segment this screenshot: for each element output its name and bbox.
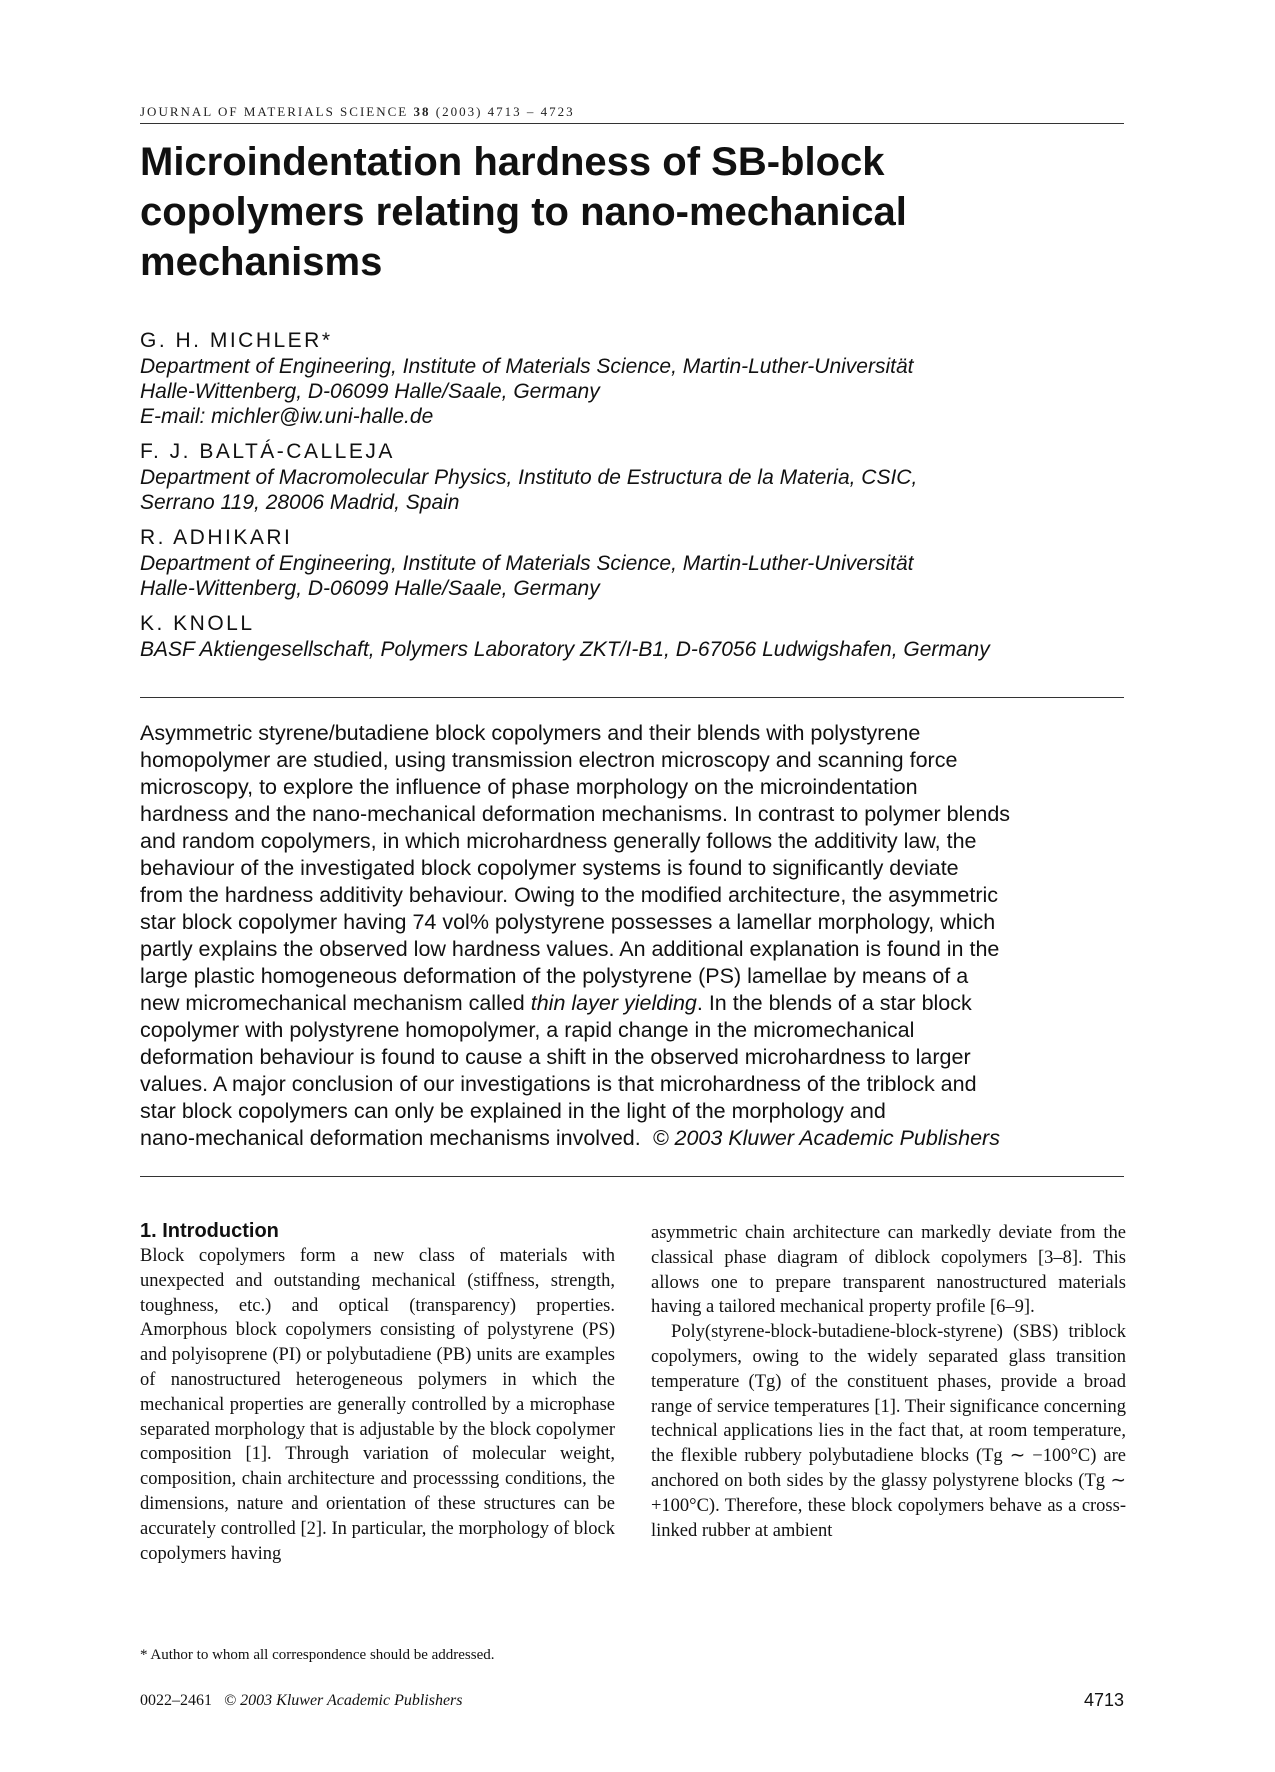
abstract-line: star block copolymer having 74 vol% polystyrene possesses a lamellar morphology, which [140, 910, 996, 934]
abstract-line: Asymmetric styrene/butadiene block copolymers and their blends with polystyrene [140, 721, 921, 745]
author-name: K. KNOLL [140, 612, 255, 635]
body-paragraph: Block copolymers form a new class of materials with unexpected and outstanding mechanical (stiffness, strength, toughness, etc.) and optical (transparency) properties. Amorphous block copolymers consisting of polystyrene (PS) and polyisoprene (PI) or polybutadiene (PB) units are examples of nanostructured heterogeneous polymers in which the mechanical properties are generally controlled by a microphase separated morphology that is adjustable by the block copolymer composition [1]. Through variation of molecular weight, composition, chain architecture and processsing conditions, the dimensions, nature and orientation of these structures can be accurately controlled [2]. In particular, the morphology of block copolymers having [140, 1246, 615, 1564]
abstract-text: new micromechanical mechanism called [140, 991, 531, 1015]
abstract-line: and random copolymers, in which microhardness generally follows the additivity law, the [140, 829, 977, 853]
abstract-line: microscopy, to explore the influence of phase morphology on the microindentation [140, 775, 918, 799]
abstract-text: . In the blends of a star block [696, 991, 972, 1015]
abstract-line: deformation behaviour is found to cause a shift in the observed microhardness to larger [140, 1045, 971, 1069]
journal-name: JOURNAL OF MATERIALS SCIENCE [140, 104, 409, 119]
abstract-line: copolymer with polystyrene homopolymer, a rapid change in the micromechanical [140, 1018, 915, 1042]
journal-header [140, 104, 1124, 120]
author-affiliation: Department of Macromolecular Physics, Instituto de Estructura de la Materia, CSIC, [140, 466, 918, 489]
author-block [140, 439, 1130, 515]
footer-issn: 0022–2461 [140, 1692, 212, 1709]
title-line: mechanisms [140, 240, 383, 284]
title-line: copolymers relating to nano-mechanical [140, 190, 907, 234]
abstract-bottom-rule [140, 1176, 1124, 1177]
author-affiliation: BASF Aktiengesellschaft, Polymers Laboratory ZKT/I-B1, D-67056 Ludwigshafen, Germany [140, 638, 990, 661]
abstract-line: hardness and the nano-mechanical deformation mechanisms. In contrast to polymer blends [140, 802, 1011, 826]
body-column-left [140, 1218, 615, 1566]
footer-issn-line [140, 1692, 463, 1710]
abstract-line: behaviour of the investigated block copolymer systems is found to significantly deviate [140, 856, 959, 880]
author-affiliation: Halle-Wittenberg, D-06099 Halle/Saale, Germany [140, 380, 600, 403]
author-name: R. ADHIKARI [140, 526, 293, 549]
abstract [140, 720, 1130, 1152]
paper-title [140, 137, 1040, 287]
header-rule [140, 123, 1124, 124]
footnote: * Author to whom all correspondence should be addressed. [140, 1647, 495, 1663]
abstract-line: values. A major conclusion of our investigations is that microhardness of the triblock and [140, 1072, 977, 1096]
abstract-text: nano-mechanical deformation mechanisms involved. [140, 1126, 641, 1150]
footer-publisher: © 2003 Kluwer Academic Publishers [224, 1692, 463, 1709]
abstract-top-rule [140, 697, 1124, 698]
author-affiliation: Halle-Wittenberg, D-06099 Halle/Saale, Germany [140, 577, 600, 600]
author-block [140, 525, 1130, 601]
abstract-line [140, 1125, 1130, 1152]
author-block [140, 328, 1130, 429]
journal-year-pages: (2003) 4713 – 4723 [435, 104, 575, 119]
abstract-line: from the hardness additivity behaviour. Owing to the modified architecture, the asymmetric [140, 883, 999, 907]
author-name: G. H. MICHLER* [140, 329, 333, 352]
page-number: 4713 [1083, 1690, 1124, 1710]
author-affiliation: Department of Engineering, Institute of Materials Science, Martin-Luther-Universität [140, 552, 914, 575]
title-line: Microindentation hardness of SB-block [140, 140, 885, 184]
author-affiliation: Department of Engineering, Institute of Materials Science, Martin-Luther-Universität [140, 355, 914, 378]
abstract-line: star block copolymers can only be explained in the light of the morphology and [140, 1099, 886, 1123]
journal-volume: 38 [413, 104, 431, 119]
author-block [140, 611, 1130, 662]
author-name: F. J. BALTÁ-CALLEJA [140, 440, 395, 463]
abstract-copyright: © 2003 Kluwer Academic Publishers [652, 1126, 1000, 1150]
abstract-emphasis: thin layer yielding [530, 991, 697, 1015]
body-paragraph: Poly(styrene-block-butadiene-block-styrene) (SBS) triblock copolymers, owing to the widely separated glass transition temperature (Tg) of the constituent phases, provide a broad range of service temperatures [1]. Their significance concerning technical applications lies in the fact that, at room temperature, the flexible rubbery polybutadiene blocks (Tg ∼ −100°C) are anchored on both sides by the glassy polystyrene blocks (Tg ∼ +100°C). Therefore, these block copolymers behave as a cross-linked rubber at ambient [651, 1322, 1126, 1541]
author-list [140, 328, 1130, 672]
author-email: E-mail: michler@iw.uni-halle.de [140, 405, 434, 428]
abstract-line: partly explains the observed low hardness values. An additional explanation is found in the [140, 937, 1000, 961]
body-paragraph: asymmetric chain architecture can markedly deviate from the classical phase diagram of diblock copolymers [3–8]. This allows one to prepare transparent nanostructured materials having a tailored mechanical property profile [6–9]. [651, 1223, 1126, 1318]
section-heading: 1. Introduction [140, 1220, 279, 1242]
abstract-line: large plastic homogeneous deformation of the polystyrene (PS) lamellae by means of a [140, 964, 969, 988]
body-column-right [651, 1221, 1126, 1543]
author-affiliation: Serrano 119, 28006 Madrid, Spain [140, 491, 460, 514]
abstract-line: homopolymer are studied, using transmission electron microscopy and scanning force [140, 748, 958, 772]
abstract-line [140, 990, 1130, 1017]
